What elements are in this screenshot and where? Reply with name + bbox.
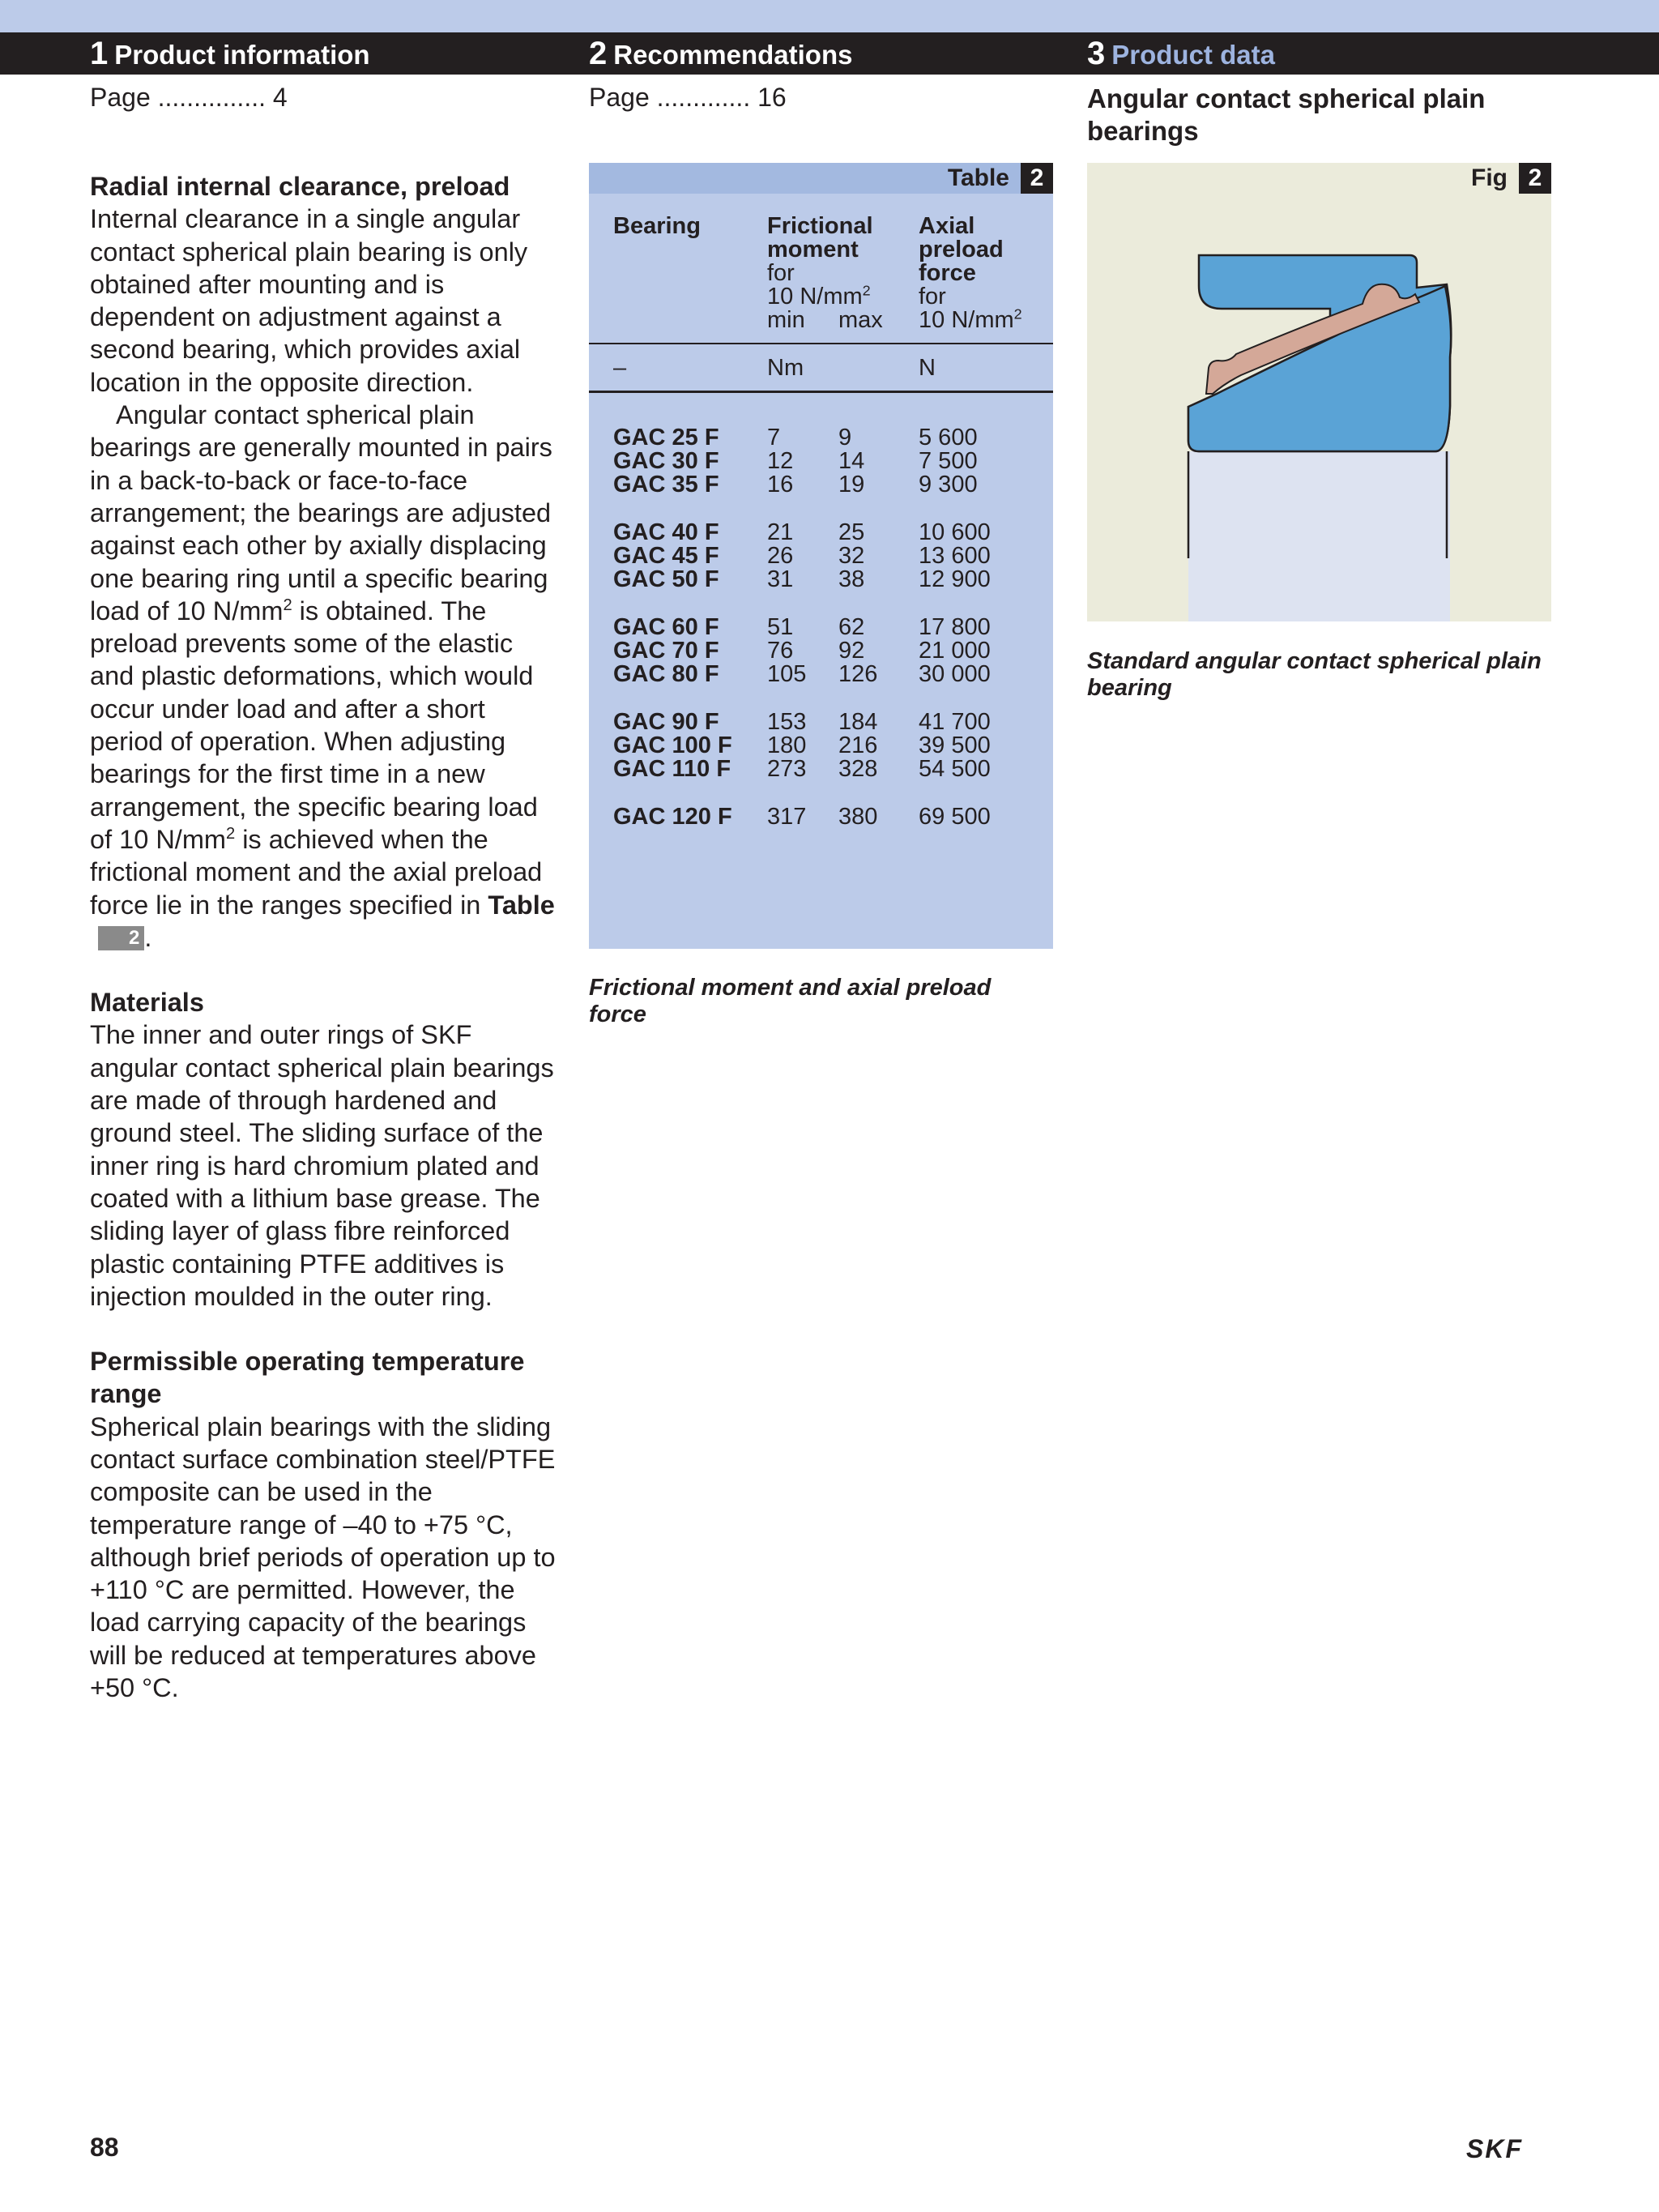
superscript: 2 (1013, 305, 1022, 322)
table-cell-bearing: GAC 100 F (613, 732, 732, 758)
table-cell-force: 17 800 (919, 614, 991, 640)
table-number-badge: 2 (1021, 163, 1053, 194)
bearing-cross-section-drawing (1087, 163, 1551, 621)
inner-ring-area (1188, 451, 1450, 621)
text-run: 10 N/mm (919, 307, 1014, 333)
table-cell-bearing: GAC 90 F (613, 709, 719, 735)
column-header-max: max (838, 307, 883, 333)
column-header-force-2: preload (919, 237, 1004, 263)
section-label: Product information (114, 40, 370, 70)
table-cell-force: 12 900 (919, 566, 991, 592)
table-cell-max: 14 (838, 448, 865, 474)
page-reference-1[interactable]: Page ............... 4 (90, 83, 288, 112)
table-cell-bearing: GAC 25 F (613, 425, 719, 451)
table-cell-min: 7 (767, 425, 781, 451)
table-cell-force: 21 000 (919, 638, 991, 664)
column-header-moment-2: moment (767, 237, 859, 263)
table-cell-max: 216 (838, 732, 878, 758)
table-cell-min: 12 (767, 448, 794, 474)
table-cell-min: 51 (767, 614, 794, 640)
text-run: . (144, 922, 152, 952)
table-cell-force: 10 600 (919, 519, 991, 545)
text-run: is achieved when the frictional moment and the axial preload force lie in the ranges specified in (90, 824, 543, 920)
table-cell-force: 13 600 (919, 543, 991, 569)
table-cell-max: 38 (838, 566, 865, 592)
table-cell-max: 380 (838, 804, 878, 830)
table-cell-min: 273 (767, 756, 807, 782)
table-cell-max: 126 (838, 661, 878, 687)
column-header-force-3: force (919, 260, 976, 286)
figure-number-badge: 2 (1519, 163, 1551, 194)
materials-heading: Materials (90, 988, 204, 1018)
units-rule (589, 391, 1053, 393)
superscript: 2 (225, 825, 236, 843)
section-tab-product-data[interactable] (1087, 32, 1275, 75)
body-text-column (90, 170, 560, 1704)
table-cell-max: 184 (838, 709, 878, 735)
table-cell-min: 26 (767, 543, 794, 569)
page-number: 88 (90, 2133, 119, 2162)
table-cell-bearing: GAC 50 F (613, 566, 719, 592)
superscript: 2 (283, 596, 292, 615)
page-reference-2[interactable]: Page ............. 16 (589, 83, 787, 112)
table-cell-bearing: GAC 70 F (613, 638, 719, 664)
table-cell-min: 153 (767, 709, 807, 735)
table-cell-max: 32 (838, 543, 865, 569)
text-run: Angular contact spherical plain bearings are generally mounted in pairs in a back-to-back or face-to-face arrangement; the bearings are adjusted against each other by axially displacing one bearing ring until a specific bearing load of 10 N/mm (90, 400, 552, 626)
unit-force: N (919, 355, 936, 381)
table-cell-min: 317 (767, 804, 807, 830)
column-header-bearing: Bearing (613, 213, 701, 239)
table-cell-min: 105 (767, 661, 807, 687)
spacer (90, 954, 560, 986)
table-cell-force: 41 700 (919, 709, 991, 735)
column-header-min: min (767, 307, 805, 333)
temperature-heading: Permissible operating temperature range (90, 1347, 525, 1409)
table-cell-force: 7 500 (919, 448, 978, 474)
section-label: Product data (1111, 40, 1275, 70)
table-cell-force: 69 500 (919, 804, 991, 830)
skf-logo (1465, 2137, 1549, 2161)
table-cell-bearing: GAC 120 F (613, 804, 732, 830)
table-label: Table (947, 164, 1009, 191)
header-rule (589, 343, 1053, 344)
materials-paragraph: The inner and outer rings of SKF angular contact spherical plain bearings are made of through hardened and ground steel. The sliding surface of the inner ring is hard chromium plated and coated with a lithium base grease. The sliding layer of glass fibre reinforced plastic containing PTFE additives is injection moulded in the outer ring. (90, 1020, 554, 1311)
table-cell-force: 54 500 (919, 756, 991, 782)
table-cell-max: 62 (838, 614, 865, 640)
logo-text: SKF (1466, 2137, 1523, 2161)
table-cell-max: 9 (838, 425, 852, 451)
clearance-paragraph-1: Internal clearance in a single angular contact spherical plain bearing is only obtained after mounting and is dependent on adjustment against a second bearing, which provides axial location in the opposite direction. (90, 204, 528, 397)
table-cell-min: 21 (767, 519, 794, 545)
table-cell-force: 30 000 (919, 661, 991, 687)
table-caption: Frictional moment and axial preload force (589, 975, 992, 1027)
column-header-force-4: for (919, 284, 946, 310)
table-cell-bearing: GAC 35 F (613, 472, 719, 497)
table-cell-bearing: GAC 45 F (613, 543, 719, 569)
table-cell-max: 19 (838, 472, 865, 497)
table-cell-min: 31 (767, 566, 794, 592)
table-reference-label: Table (488, 890, 555, 920)
column-header-force-5 (919, 305, 1022, 333)
superscript: 2 (862, 282, 871, 299)
column-header-force-1: Axial (919, 213, 975, 239)
text-run: 10 N/mm (767, 284, 863, 310)
table-cell-min: 180 (767, 732, 807, 758)
table-cell-bearing: GAC 110 F (613, 756, 731, 782)
table-cell-force: 5 600 (919, 425, 978, 451)
figure-label: Fig (1471, 164, 1508, 191)
table-cell-force: 39 500 (919, 732, 991, 758)
column-header-moment-1: Frictional (767, 213, 873, 239)
table-cell-bearing: GAC 80 F (613, 661, 719, 687)
frictional-moment-table (589, 163, 1053, 949)
section-number: 1 (90, 36, 109, 71)
section-number: 3 (1087, 36, 1106, 71)
table-cell-max: 25 (838, 519, 865, 545)
section-number: 2 (589, 36, 608, 71)
table-reference-badge: 2 (98, 926, 144, 950)
column-header-moment-3: for (767, 260, 795, 286)
top-color-band (0, 0, 1659, 32)
table-cell-min: 16 (767, 472, 794, 497)
clearance-paragraph-2 (90, 399, 560, 954)
clearance-heading: Radial internal clearance, preload (90, 172, 510, 201)
temperature-paragraph: Spherical plain bearings with the sliding contact surface combination steel/PTFE composite can be used in the temperature range of –40 to +75 °C, although brief periods of operation up to +110 °C are permitted. However, the load carrying capacity of the bearings will be reduced at temperatures above +50 °C. (90, 1411, 556, 1703)
product-title: Angular contact spherical plain bearings (1087, 83, 1486, 146)
figure-bearing (1087, 163, 1551, 621)
table-cell-min: 76 (767, 638, 794, 664)
unit-bearing: – (613, 355, 627, 381)
section-tab-product-information[interactable] (90, 32, 370, 75)
table-header-band (589, 163, 1053, 194)
spacer (90, 1313, 560, 1345)
section-label: Recommendations (613, 40, 853, 70)
table-cell-force: 9 300 (919, 472, 978, 497)
table-cell-bearing: GAC 40 F (613, 519, 719, 545)
table-cell-bearing: GAC 30 F (613, 448, 719, 474)
section-tab-recommendations[interactable] (589, 32, 852, 75)
table-cell-bearing: GAC 60 F (613, 614, 719, 640)
table-cell-max: 92 (838, 638, 865, 664)
column-header-moment-4 (767, 282, 871, 310)
figure-caption: Standard angular contact spherical plain bearing (1087, 648, 1542, 701)
table-cell-max: 328 (838, 756, 878, 782)
unit-moment: Nm (767, 355, 804, 381)
text-run: is obtained. The preload prevents some of the elastic and plastic deformations, which would occur under load and after a short period of operation. When adjusting bearings for the first time in a new arrangement, the specific bearing load of 10 N/mm (90, 596, 538, 854)
